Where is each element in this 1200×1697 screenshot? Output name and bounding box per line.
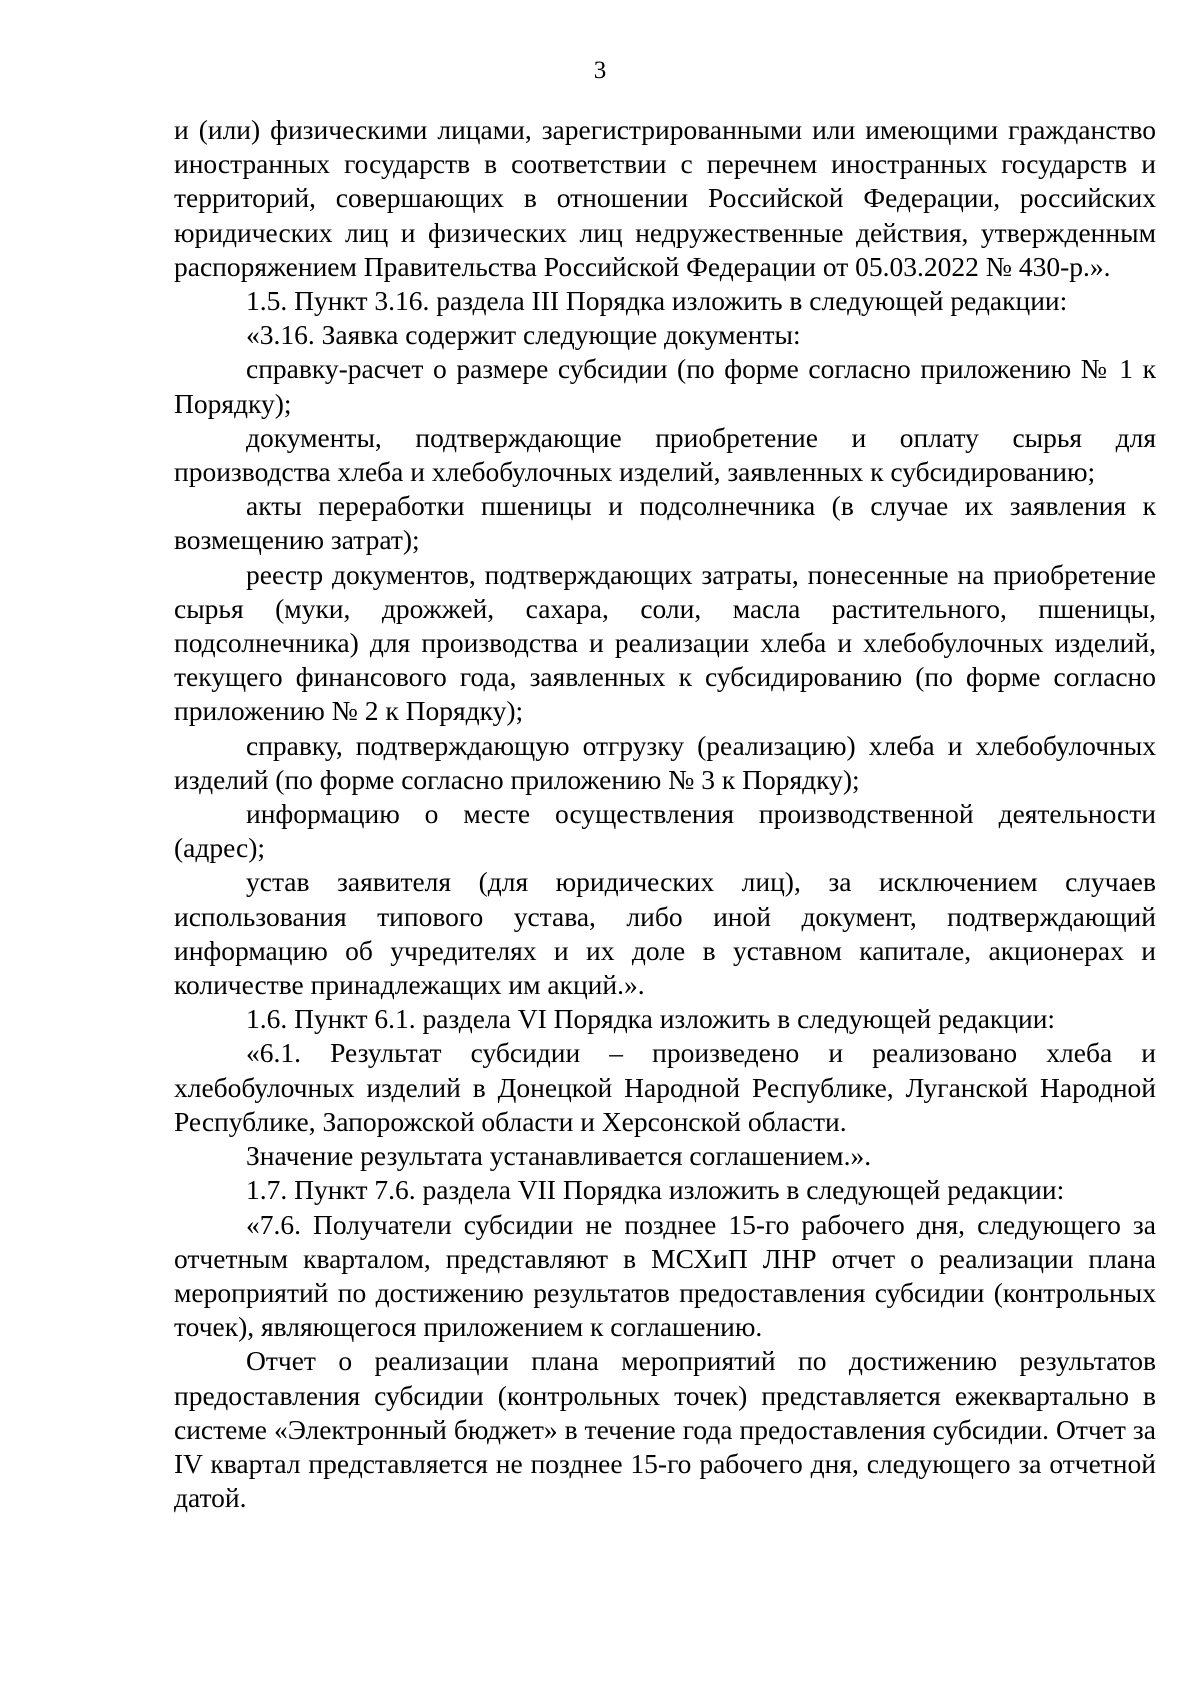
paragraph-6-1-result: «6.1. Результат субсидии – произведено и реализовано хлеба и хлебобулочных изделий в Донецкой Народной Республике, Луганской Народной Республике, Запорожской области и Херсонской области. bbox=[174, 1037, 1156, 1137]
paragraph-doc-address: информацию о месте осуществления производственной деятельности (адрес); bbox=[174, 798, 1156, 864]
paragraph-doc-processing-acts: акты переработки пшеницы и подсолнечника (в случае их заявления к возмещению затрат); bbox=[174, 490, 1156, 556]
paragraph-doc-purchase: документы, подтверждающие приобретение и оплату сырья для производства хлеба и хлебобулочных изделий, заявленных к субсидированию; bbox=[174, 421, 1156, 488]
paragraph-continuation: и (или) физическими лицами, зарегистрированными или имеющими гражданство иностранных государств в соответствии с перечнем иностранных государств и территорий, совершающих в отношении Российской Федерации, российских юридических лиц и физических лиц недружественные действия, утвержденным распоряжением Правительства Российской Федерации от 05.03.2022 № 430-р.». bbox=[174, 114, 1156, 282]
page-number: 3 bbox=[593, 57, 607, 84]
document-body bbox=[174, 113, 1156, 1515]
paragraph-doc-shipment: справку, подтверждающую отгрузку (реализацию) хлеба и хлебобулочных изделий (по форме согласно приложению № 3 к Порядку); bbox=[174, 729, 1156, 795]
paragraph-result-value: Значение результата устанавливается соглашением.». bbox=[246, 1140, 872, 1172]
paragraph-doc-registry: реестр документов, подтверждающих затраты, понесенные на приобретение сырья (муки, дрожжей, сахара, соли, масла растительного, пшеницы, подсолнечника) для производства и реализации хлеба и хлебобулочных изделий, текущего финансового года, заявленных к субсидированию (по форме согласно приложению № 2 к Порядку); bbox=[174, 558, 1156, 727]
paragraph-report-schedule: Отчет о реализации плана мероприятий по достижению результатов предоставления субсидии (контрольных точек) представляется ежеквартально в системе «Электронный бюджет» в течение года предоставления субсидии. Отчет за IV квартал представляется не позднее 15-го рабочего дня, следующего за отчетной датой. bbox=[174, 1345, 1156, 1514]
paragraph-item-1-7: 1.7. Пункт 7.6. раздела VII Порядка изложить в следующей редакции: bbox=[246, 1174, 1065, 1206]
paragraph-doc-charter: устав заявителя (для юридических лиц), за исключением случаев использования типового устава, либо иной документ, подтверждающий информацию об учредителях и их доле в уставном капитале, акционерах и количестве принадлежащих им акций.». bbox=[174, 866, 1156, 1001]
paragraph-7-6-report: «7.6. Получатели субсидии не позднее 15-го рабочего дня, следующего за отчетным кварталом, представляют в МСХиП ЛНР отчет о реализации плана мероприятий по достижению результатов предоставления субсидии (контрольных точек), являющегося приложением к соглашению. bbox=[174, 1208, 1156, 1343]
paragraph-item-1-6: 1.6. Пункт 6.1. раздела VI Порядка изложить в следующей редакции: bbox=[246, 1003, 1056, 1035]
paragraph-doc-calculation: справку-расчет о размере субсидии (по форме согласно приложению № 1 к Порядку); bbox=[174, 353, 1156, 419]
paragraph-3-16-intro: «3.16. Заявка содержит следующие документы: bbox=[246, 319, 801, 351]
paragraph-item-1-5: 1.5. Пункт 3.16. раздела III Порядка изложить в следующей редакции: bbox=[246, 285, 1068, 317]
